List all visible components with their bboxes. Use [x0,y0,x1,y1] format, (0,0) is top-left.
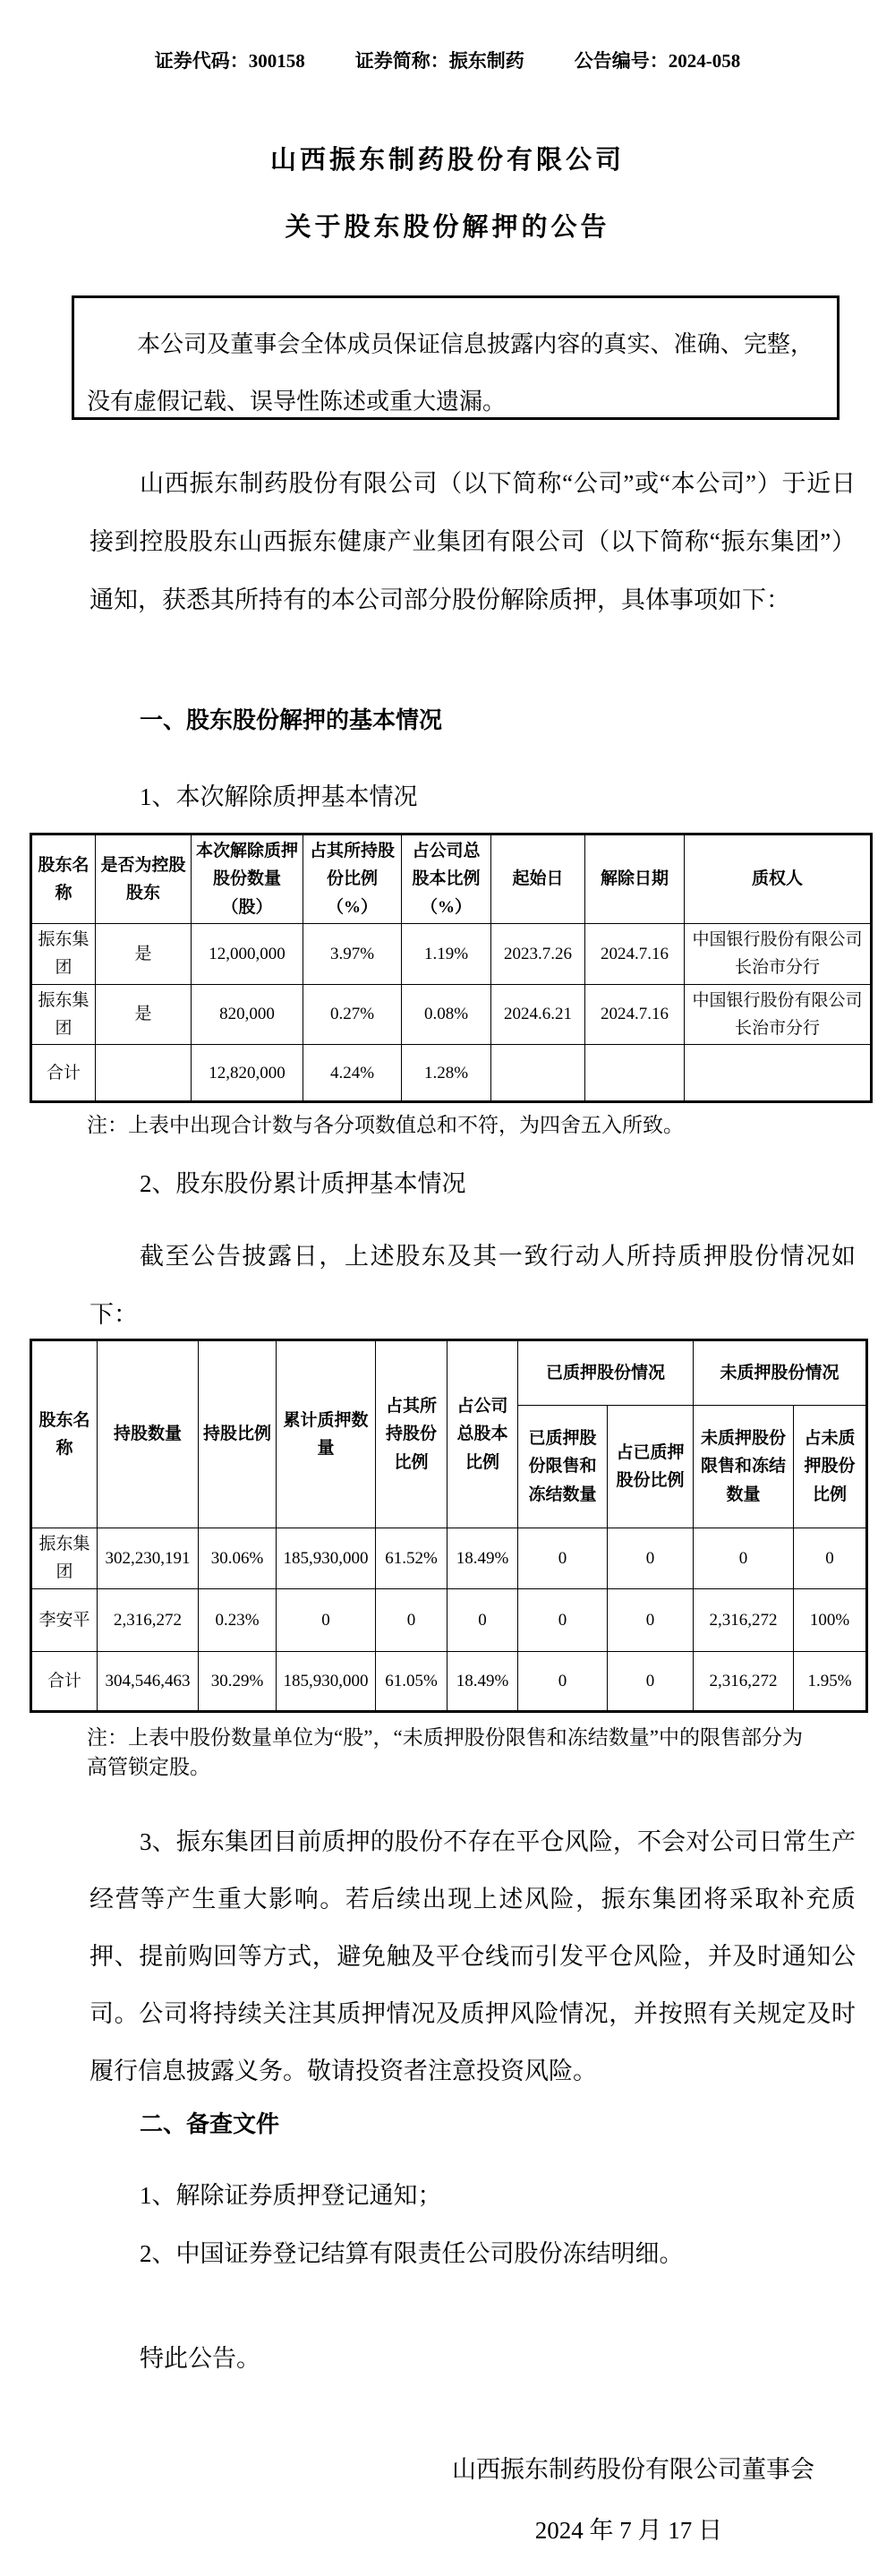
table-cell: 0 [376,1588,448,1651]
table-cell: 12,820,000 [192,1045,303,1102]
release-summary-table [30,833,873,1103]
table-cell: 中国银行股份有限公司长治市分行 [685,984,872,1045]
column-header: 持股数量 [98,1340,199,1528]
table-cell: 18.49% [448,1651,518,1711]
table-cell: 0.08% [402,984,491,1045]
risk-paragraph: 3、振东集团目前质押的股份不存在平仓风险，不会对公司日常生产经营等产生重大影响。若后续出现上述风险，振东集团将采取补充质押、提前购回等方式，避免触及平仓线而引发平仓风险，并及时通知公司。公司将持续关注其质押情况及质押风险情况，并按照有关规定及时履行信息披露义务。敬请投资者注意投资风险。 [90,1828,856,2084]
column-header: 占其所持股份比例（%） [303,834,402,924]
column-header: 未质押股份限售和冻结数量 [694,1406,794,1528]
table-cell: 合计 [31,1651,98,1711]
section1-heading: 一、股东股份解押的基本情况 [140,706,443,733]
table-total-row [31,1045,872,1102]
table-cell: 18.49% [448,1528,518,1589]
column-header: 已质押股份限售和冻结数量 [518,1406,608,1528]
table-cell: 是 [96,984,192,1045]
table-cell: 0 [518,1651,608,1711]
column-header: 是否为控股股东 [96,834,192,924]
column-header: 占公司总股本比例（%） [402,834,491,924]
table-cell: 0 [518,1528,608,1589]
table-cell [491,1045,585,1102]
table-cell: 1.19% [402,924,491,985]
table-cell: 0 [448,1588,518,1651]
table-cell: 0 [794,1528,867,1589]
table-cell: 振东集团 [31,984,96,1045]
table-cell: 2,316,272 [694,1651,794,1711]
column-header: 股东名称 [31,1340,98,1528]
table-cell: 820,000 [192,984,303,1045]
table-cell: 12,000,000 [192,924,303,985]
document-code-line [0,47,895,73]
column-header: 股东名称 [31,834,96,924]
table-cell: 振东集团 [31,924,96,985]
section1-sub1: 1、本次解除质押基本情况 [140,783,418,810]
column-header: 占公司总股本比例 [448,1340,518,1528]
table-cell: 30.06% [199,1528,277,1589]
table-cell: 2,316,272 [98,1588,199,1651]
table-cell: 0.27% [303,984,402,1045]
table-cell: 1.95% [794,1651,867,1711]
table-cell [685,1045,872,1102]
table-cell: 2,316,272 [694,1588,794,1651]
table-cell: 302,230,191 [98,1528,199,1589]
table-cell: 0.23% [199,1588,277,1651]
table-cell: 4.24% [303,1045,402,1102]
table-cell: 1.28% [402,1045,491,1102]
table-cell: 2023.7.26 [491,924,585,985]
column-header: 累计质押数量 [277,1340,376,1528]
section2-heading: 二、备查文件 [140,2110,280,2137]
table-cell: 0 [277,1588,376,1651]
table-cell [96,1045,192,1102]
table-cell: 中国银行股份有限公司长治市分行 [685,924,872,985]
table-row [31,1528,867,1589]
table-cell: 30.29% [199,1651,277,1711]
column-header: 起始日 [491,834,585,924]
table-total-row [31,1651,867,1711]
disclaimer-box [72,295,840,420]
column-header: 占未质押股份比例 [794,1406,867,1528]
table-cell: 61.52% [376,1528,448,1589]
intro-paragraph: 山西振东制药股份有限公司（以下简称“公司”或“本公司”）于近日接到控股股东山西振东健康产业集团有限公司（以下简称“振东集团”）通知，获悉其所持有的本公司部分股份解除质押，具体事项如下： [90,470,856,613]
table-cell: 61.05% [376,1651,448,1711]
table-cell: 3.97% [303,924,402,985]
table-group-header-row [31,1340,867,1406]
closing-statement: 特此公告。 [140,2345,260,2372]
table-cell: 0 [608,1588,694,1651]
table-cell: 2024.7.16 [585,924,685,985]
board-signature: 山西振东制药股份有限公司董事会 [452,2456,814,2483]
table-row [31,984,872,1045]
table-cell: 304,546,463 [98,1651,199,1711]
column-header: 占已质押股份比例 [608,1406,694,1528]
table-header-row [31,834,872,924]
reference-document-2: 2、中国证券登记结算有限责任公司股份冻结明细。 [140,2240,684,2267]
section1-sub2: 2、股东股份累计质押基本情况 [140,1170,466,1197]
table-cell: 185,930,000 [277,1528,376,1589]
table-cell: 合计 [31,1045,96,1102]
table-cell: 185,930,000 [277,1651,376,1711]
column-header: 持股比例 [199,1340,277,1528]
table-cell: 2024.6.21 [491,984,585,1045]
announcement-number: 公告编号：2024-058 [574,50,741,72]
table-cell: 2024.7.16 [585,984,685,1045]
table-cell: 李安平 [31,1588,98,1651]
stock-abbr: 证券简称：振东制药 [354,50,524,72]
cumulative-pledge-table [30,1339,868,1713]
reference-document-1: 1、解除证券质押登记通知； [140,2182,442,2209]
stock-code: 证券代码：300158 [154,50,305,72]
table-row [31,924,872,985]
group-header-unpledged: 未质押股份情况 [694,1340,867,1406]
announcement-date: 2024 年 7 月 17 日 [534,2517,722,2544]
group-header-pledged: 已质押股份情况 [518,1340,694,1406]
company-title: 山西振东制药股份有限公司 [269,146,625,175]
disclaimer-text: 本公司及董事会全体成员保证信息披露内容的真实、准确、完整，没有虚假记载、误导性陈述或重大遗漏。 [87,331,814,415]
column-header: 质权人 [685,834,872,924]
table-cell: 0 [694,1528,794,1589]
column-header: 占其所持股份比例 [376,1340,448,1528]
table-cell: 0 [608,1651,694,1711]
column-header: 解除日期 [585,834,685,924]
table2-note: 注：上表中股份数量单位为“股”，“未质押股份限售和冻结数量”中的限售部分为高管锁定股。 [87,1726,803,1778]
table-cell: 100% [794,1588,867,1651]
table-cell: 0 [608,1528,694,1589]
column-header: 本次解除质押股份数量（股） [192,834,303,924]
table-cell [585,1045,685,1102]
cumulative-pledge-paragraph: 截至公告披露日，上述股东及其一致行动人所持质押股份情况如下： [90,1243,856,1328]
table-row [31,1588,867,1651]
announcement-title: 关于股东股份解押的公告 [285,213,610,242]
table-cell: 是 [96,924,192,985]
table-cell: 振东集团 [31,1528,98,1589]
table1-note: 注：上表中出现合计数与各分项数值总和不符，为四舍五入所致。 [87,1114,684,1136]
table-cell: 0 [518,1588,608,1651]
